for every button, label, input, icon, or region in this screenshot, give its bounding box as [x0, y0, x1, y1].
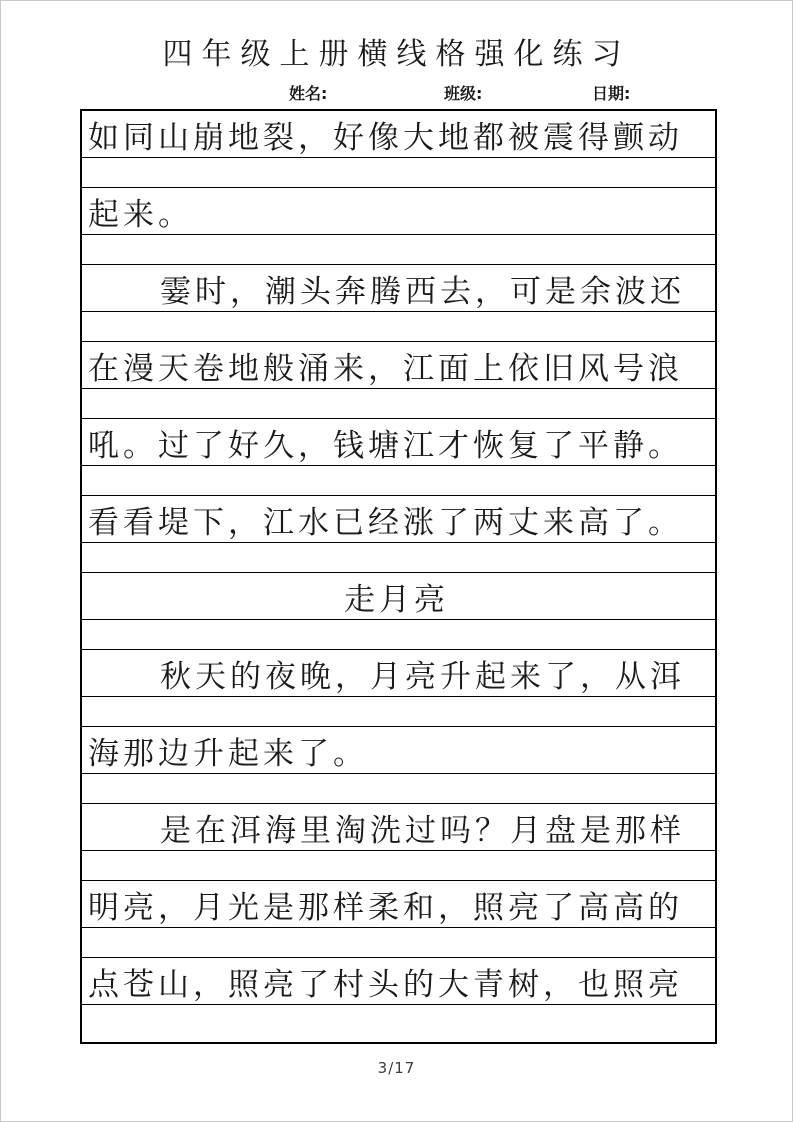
grid-row-text: 吼。过了好久，钱塘江才恢复了平静。: [88, 428, 683, 465]
grid-text-row: [82, 265, 715, 312]
grid-text-row: [82, 573, 715, 620]
class-label: 班级:: [444, 84, 483, 103]
grid-row-text: 如同山崩地裂，好像大地都被震得颤动: [88, 120, 683, 157]
grid-text-row: [82, 881, 715, 928]
grid-row-text: 在漫天卷地般涌来，江面上依旧风号浪: [88, 351, 683, 388]
grid-blank-row: [82, 466, 715, 496]
grid-blank-row: [82, 158, 715, 188]
grid-blank-row: [82, 389, 715, 419]
grid-blank-row: [82, 697, 715, 727]
grid-row-text: 看看堤下，江水已经涨了两丈来高了。: [88, 505, 683, 542]
page-number: 3/17: [377, 1059, 416, 1077]
grid-row-text: 明亮，月光是那样柔和，照亮了高高的: [88, 890, 683, 927]
name-label: 姓名:: [289, 84, 328, 103]
grid-row-text: 秋天的夜晚，月亮升起来了，从洱: [160, 659, 685, 696]
meta-row: [80, 81, 716, 105]
grid-text-row: [82, 419, 715, 466]
grid-blank-row: [82, 543, 715, 573]
grid-row-text: 走月亮: [344, 582, 449, 619]
grid-blank-row: [82, 620, 715, 650]
grid-text-row: [82, 958, 715, 1005]
grid-text-row: [82, 650, 715, 697]
grid-blank-row: [82, 235, 715, 265]
grid-text-row: [82, 727, 715, 774]
grid-row-text: 是在洱海里淘洗过吗？月盘是那样: [160, 813, 685, 850]
grid-row-text: 点苍山，照亮了村头的大青树，也照亮: [88, 967, 683, 1004]
worksheet-title: 四年级上册横线格强化练习: [162, 37, 631, 72]
practice-grid: [80, 109, 717, 1044]
grid-text-row: [82, 804, 715, 851]
grid-blank-row: [82, 851, 715, 881]
grid-text-row: [82, 342, 715, 389]
grid-blank-row: [82, 1005, 715, 1042]
grid-row-text: 霎时，潮头奔腾西去，可是余波还: [160, 274, 685, 311]
grid-text-row: [82, 188, 715, 235]
grid-text-row: [82, 111, 715, 158]
date-label: 日期:: [592, 84, 631, 103]
grid-text-row: [82, 496, 715, 543]
grid-row-text: 海那边升起来了。: [88, 736, 368, 773]
grid-blank-row: [82, 774, 715, 804]
grid-blank-row: [82, 928, 715, 958]
grid-row-text: 起来。: [88, 197, 193, 234]
grid-blank-row: [82, 312, 715, 342]
